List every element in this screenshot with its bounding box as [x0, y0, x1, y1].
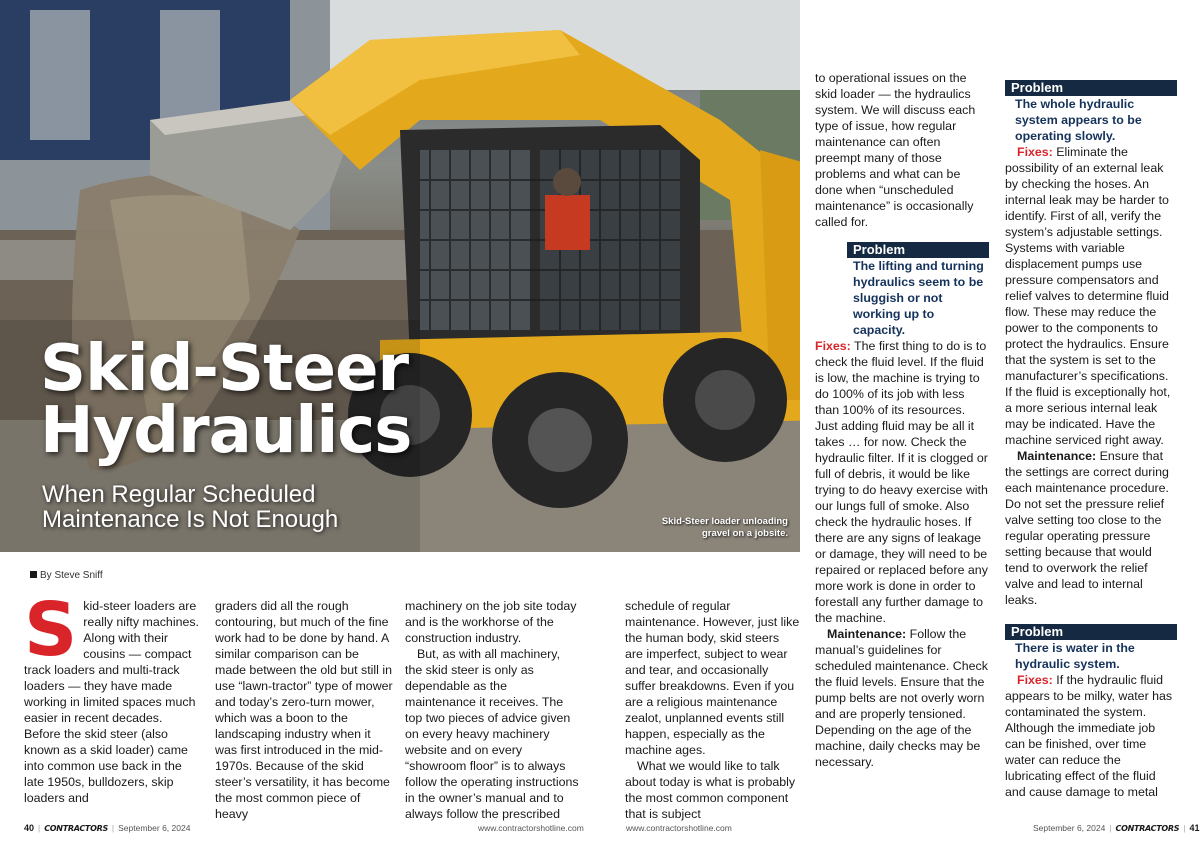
page-number-left: 40	[24, 823, 35, 833]
footer-date-left: September 6, 2024	[118, 823, 191, 833]
column-5-intro: to operational issues on the skid loader — the hydraulics system. We will discuss each type of issue, how regular maintenance can often preempt many of those problems and what can be done when “unscheduled maintenance” is occasionally called for.	[815, 71, 976, 229]
title-line-2: Hydraulics	[40, 394, 412, 468]
article-title	[40, 332, 412, 468]
problem-2-heading: The whole hydraulic system appears to be operating slowly.	[1015, 97, 1142, 143]
column-1-text: kid-steer loaders are really nifty machines. Along with their cousins — compact track loaders and multi-track loaders — they have made working in limited spaces much easier in recent decades. Before the skid steer (also known as a skid loader) came into common use back in the late 1950s, bulldozers, skip loaders and	[24, 599, 199, 805]
footer-url-right-text: www.contractorshotline.com	[626, 823, 732, 833]
column-4-paragraph-2: What we would like to talk about today is what is probably the most common component that is subject	[625, 759, 796, 821]
column-3-paragraph-2: But, as with all machinery, the skid steer is only as dependable as the maintenance it receives. The top two pieces of advice given on every heavy machinery website and on every “showroom floor” is to always follow the operating instructions in the owner’s manual and to always follow the prescribed	[405, 647, 579, 821]
caption-line-2: gravel on a jobsite.	[701, 528, 788, 539]
maintenance-label-2: Maintenance:	[1017, 449, 1097, 463]
subtitle-line-2: Maintenance Is Not Enough	[42, 506, 339, 533]
fixes-label-2: Fixes:	[1017, 145, 1053, 159]
body-column-4	[625, 598, 800, 822]
problem-3-heading: There is water in the hydraulic system.	[1015, 641, 1135, 671]
dropcap-letter: S	[24, 587, 78, 673]
caption-line-1: Skid-Steer loader unloading	[661, 516, 788, 527]
problem-2-fixes: Eliminate the possibility of an external leak by checking the hoses. An internal leak may be harder to identify. First of all, verify the system’s adjustable settings. Systems with variable displacement pumps use pressure compensators and relief valves to determine fluid flow. These may reduce the power to the components to protect the hydraulics. Ensure that the system is set to the manufacturer’s specifications. If the fluid is exceptionally hot, a more serious internal leak may be indicated. Have the machine serviced right away.	[1005, 145, 1171, 447]
footer-date-right: September 6, 2024	[1033, 823, 1106, 833]
byline-square-icon	[30, 571, 37, 578]
column-3-paragraph-1: machinery on the job site today and is the workhorse of the construction industry.	[405, 599, 577, 645]
problem-label-3: Problem	[1005, 624, 1177, 640]
footer-url-left-text: www.contractorshotline.com	[478, 823, 584, 833]
title-line-1: Skid-Steer	[40, 332, 409, 406]
problem-1-heading: The lifting and turning hydraulics seem to be sluggish or not working up to capacity.	[853, 259, 984, 337]
problem-label-2: Problem	[1005, 80, 1177, 96]
footer-left: 40 | CONTRACTORS | September 6, 2024	[24, 823, 191, 833]
photo-caption	[662, 516, 788, 540]
byline	[30, 570, 103, 581]
fixes-label-3: Fixes:	[1017, 673, 1053, 687]
footer-url-left	[478, 823, 584, 833]
problem-3-fixes: If the hydraulic fluid appears to be milky, water has contaminated the system. Although the immediate job can be finished, over time water can reduce the lubricating effect of the fluid and cause damage to metal	[1005, 673, 1173, 799]
maintenance-label-1: Maintenance:	[827, 627, 907, 641]
footer-url-right	[626, 823, 732, 833]
problem-2-maintenance: Ensure that the settings are correct during each maintenance procedure. Do not set the pressure relief valve setting too close to the regular operating pressure setting because that would tend to overwork the relief valve and lead to internal leaks.	[1005, 449, 1169, 607]
body-column-3	[405, 598, 580, 822]
footer-right: September 6, 2024 | CONTRACTORS | 41	[1033, 823, 1200, 833]
article-subtitle	[42, 482, 338, 532]
problem-label-1: Problem	[847, 242, 989, 258]
hero-photo	[0, 0, 800, 552]
publication-logo-left: CONTRACTORS	[44, 824, 108, 833]
byline-text: By Steve Sniff	[40, 570, 103, 581]
body-column-1	[24, 587, 200, 806]
page-number-right: 41	[1189, 823, 1200, 833]
problem-1-fixes: The first thing to do is to check the fluid level. If the fluid is low, the machine is trying to do 100% of its job with less than 100% of its resources. Just adding fluid may be all it takes … for now. Check the hydraulic filter. If it is clogged or full of debris, it would be like trying to do heavy exercise with our lungs full of smoke. Also check the hydraulic hoses. If there are any signs of leakage or damage, they will need to be repaired or replaced before any more work is done in order to forestall any further damage to the machine.	[815, 339, 988, 625]
publication-logo-right: CONTRACTORS	[1115, 824, 1180, 833]
body-column-2	[215, 598, 393, 822]
tire-front-right	[492, 372, 628, 508]
skid-steer-illustration	[0, 0, 800, 552]
body-column-5	[815, 70, 988, 770]
column-4-paragraph-1: schedule of regular maintenance. However, just like the human body, skid steers are imperfect, subject to wear and tear, and occasionally suffer breakdowns. Even if you are a religious maintenance zealot, unplanned events still happen, especially as the machine ages.	[625, 599, 800, 757]
tire-rear	[663, 338, 787, 462]
problem-1-maintenance: Follow the manual’s guidelines for scheduled maintenance. Check the fluid levels. Ensure that the pump belts are not overly worn and are properly tensioned. Depending on the age of the machine, daily checks may be necessary.	[815, 627, 988, 769]
body-column-6	[1005, 80, 1177, 800]
column-2-text: graders did all the rough contouring, but much of the fine work had to be done by hand. A similar comparison can be made between the old but still in use “lawn-tractor” type of mower and today’s zero-turn mower, which was a boon to the landscaping industry when it was first introduced in the mid-1970s. Because of the skid steer’s versatility, it has become the most common piece of heavy	[215, 599, 393, 821]
subtitle-line-1: When Regular Scheduled	[42, 481, 316, 508]
fixes-label-1: Fixes:	[815, 339, 851, 353]
